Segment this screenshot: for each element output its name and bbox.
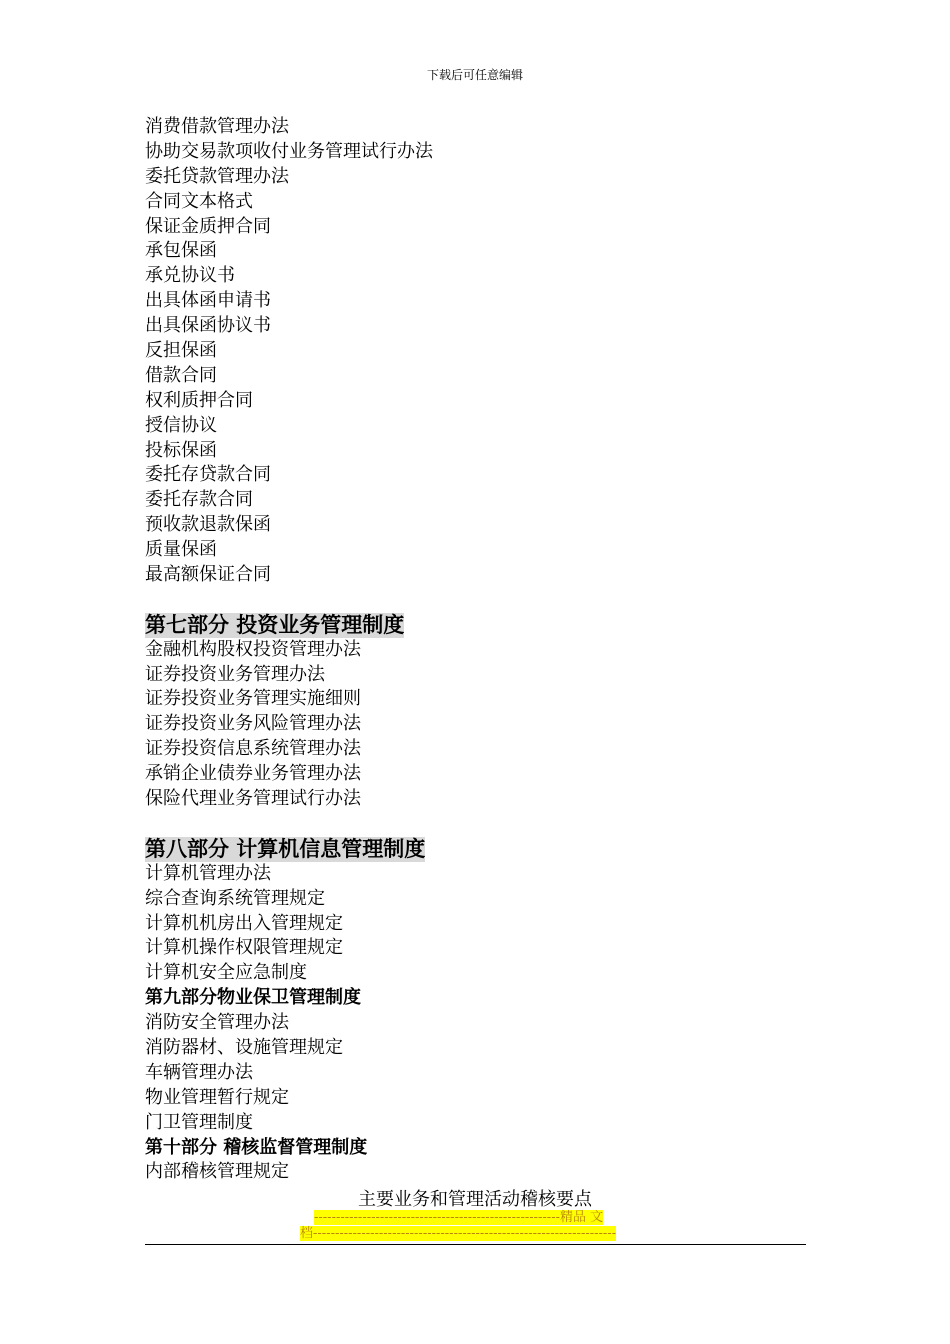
section8-list	[145, 862, 805, 986]
list-item: 承包保函	[145, 240, 217, 262]
footer-rule	[145, 1244, 806, 1245]
list-item: 综合查询系统管理规定	[145, 887, 325, 909]
page-header: 下载后可任意编辑	[426, 68, 523, 82]
list-item: 出具保函协议书	[145, 315, 271, 337]
list-item: 借款合同	[145, 364, 217, 386]
list-item: 反担保函	[145, 340, 217, 362]
list-item: 证券投资业务管理实施细则	[145, 688, 361, 710]
section7-heading-row	[145, 613, 805, 638]
section9-list	[145, 1011, 805, 1135]
list-item: 金融机构股权投资管理办法	[145, 638, 361, 660]
list-item: 授信协议	[145, 414, 217, 436]
section8-heading: 第八部分 计算机信息管理制度	[145, 836, 426, 861]
list-item: 计算机安全应急制度	[145, 962, 307, 984]
footer-watermark	[300, 1210, 616, 1242]
list-item: 证券投资业务管理办法	[145, 663, 325, 685]
list-item: 协助交易款项收付业务管理试行办法	[145, 140, 433, 162]
list-item: 证券投资信息系统管理办法	[145, 738, 361, 760]
section8-heading-row	[145, 837, 805, 862]
list-item: 预收款退款保函	[145, 514, 271, 536]
list-item: 计算机管理办法	[145, 862, 271, 884]
list-item: 出具体函申请书	[145, 290, 271, 312]
list-item: 承销企业债券业务管理办法	[145, 763, 361, 785]
section7-heading: 第七部分 投资业务管理制度	[145, 612, 405, 637]
section7-list	[145, 638, 805, 812]
list-item: 承兑协议书	[145, 265, 235, 287]
list-item: 消费借款管理办法	[145, 116, 289, 137]
list-item: 委托存款合同	[145, 489, 253, 511]
section9-heading: 第九部分物业保卫管理制度	[145, 987, 361, 1009]
centered-title: 主要业务和管理活动稽核要点	[358, 1189, 592, 1210]
list-item: 委托存贷款合同	[145, 464, 271, 486]
contract-list	[145, 115, 805, 588]
list-item: 门卫管理制度	[145, 1111, 253, 1133]
list-item: 车辆管理办法	[145, 1061, 253, 1083]
list-item: 投标保函	[145, 439, 217, 461]
list-item: 内部稽核管理规定	[145, 1161, 289, 1183]
list-item: 合同文本格式	[145, 190, 253, 212]
list-item: 物业管理暂行规定	[145, 1086, 289, 1108]
list-item: 保险代理业务管理试行办法	[145, 788, 361, 810]
list-item: 计算机机房出入管理规定	[145, 912, 343, 934]
footer-line-2: 档---------------------------------------------------------------------	[300, 1226, 617, 1241]
list-item: 消防器材、设施管理规定	[145, 1036, 343, 1058]
list-item: 计算机操作权限管理规定	[145, 937, 343, 959]
list-item: 保证金质押合同	[145, 215, 271, 237]
list-item: 消防安全管理办法	[145, 1012, 289, 1034]
list-item: 权利质押合同	[145, 389, 253, 411]
section10-heading: 第十部分 稽核监督管理制度	[145, 1136, 368, 1158]
list-item: 证券投资业务风险管理办法	[145, 713, 361, 735]
section10-list	[145, 1160, 805, 1185]
list-item: 质量保函	[145, 539, 217, 561]
footer-line-1: --------------------------------------------------------精品 文	[314, 1210, 604, 1225]
document-body	[145, 115, 805, 1185]
list-item: 委托贷款管理办法	[145, 165, 289, 187]
list-item: 最高额保证合同	[145, 564, 271, 586]
